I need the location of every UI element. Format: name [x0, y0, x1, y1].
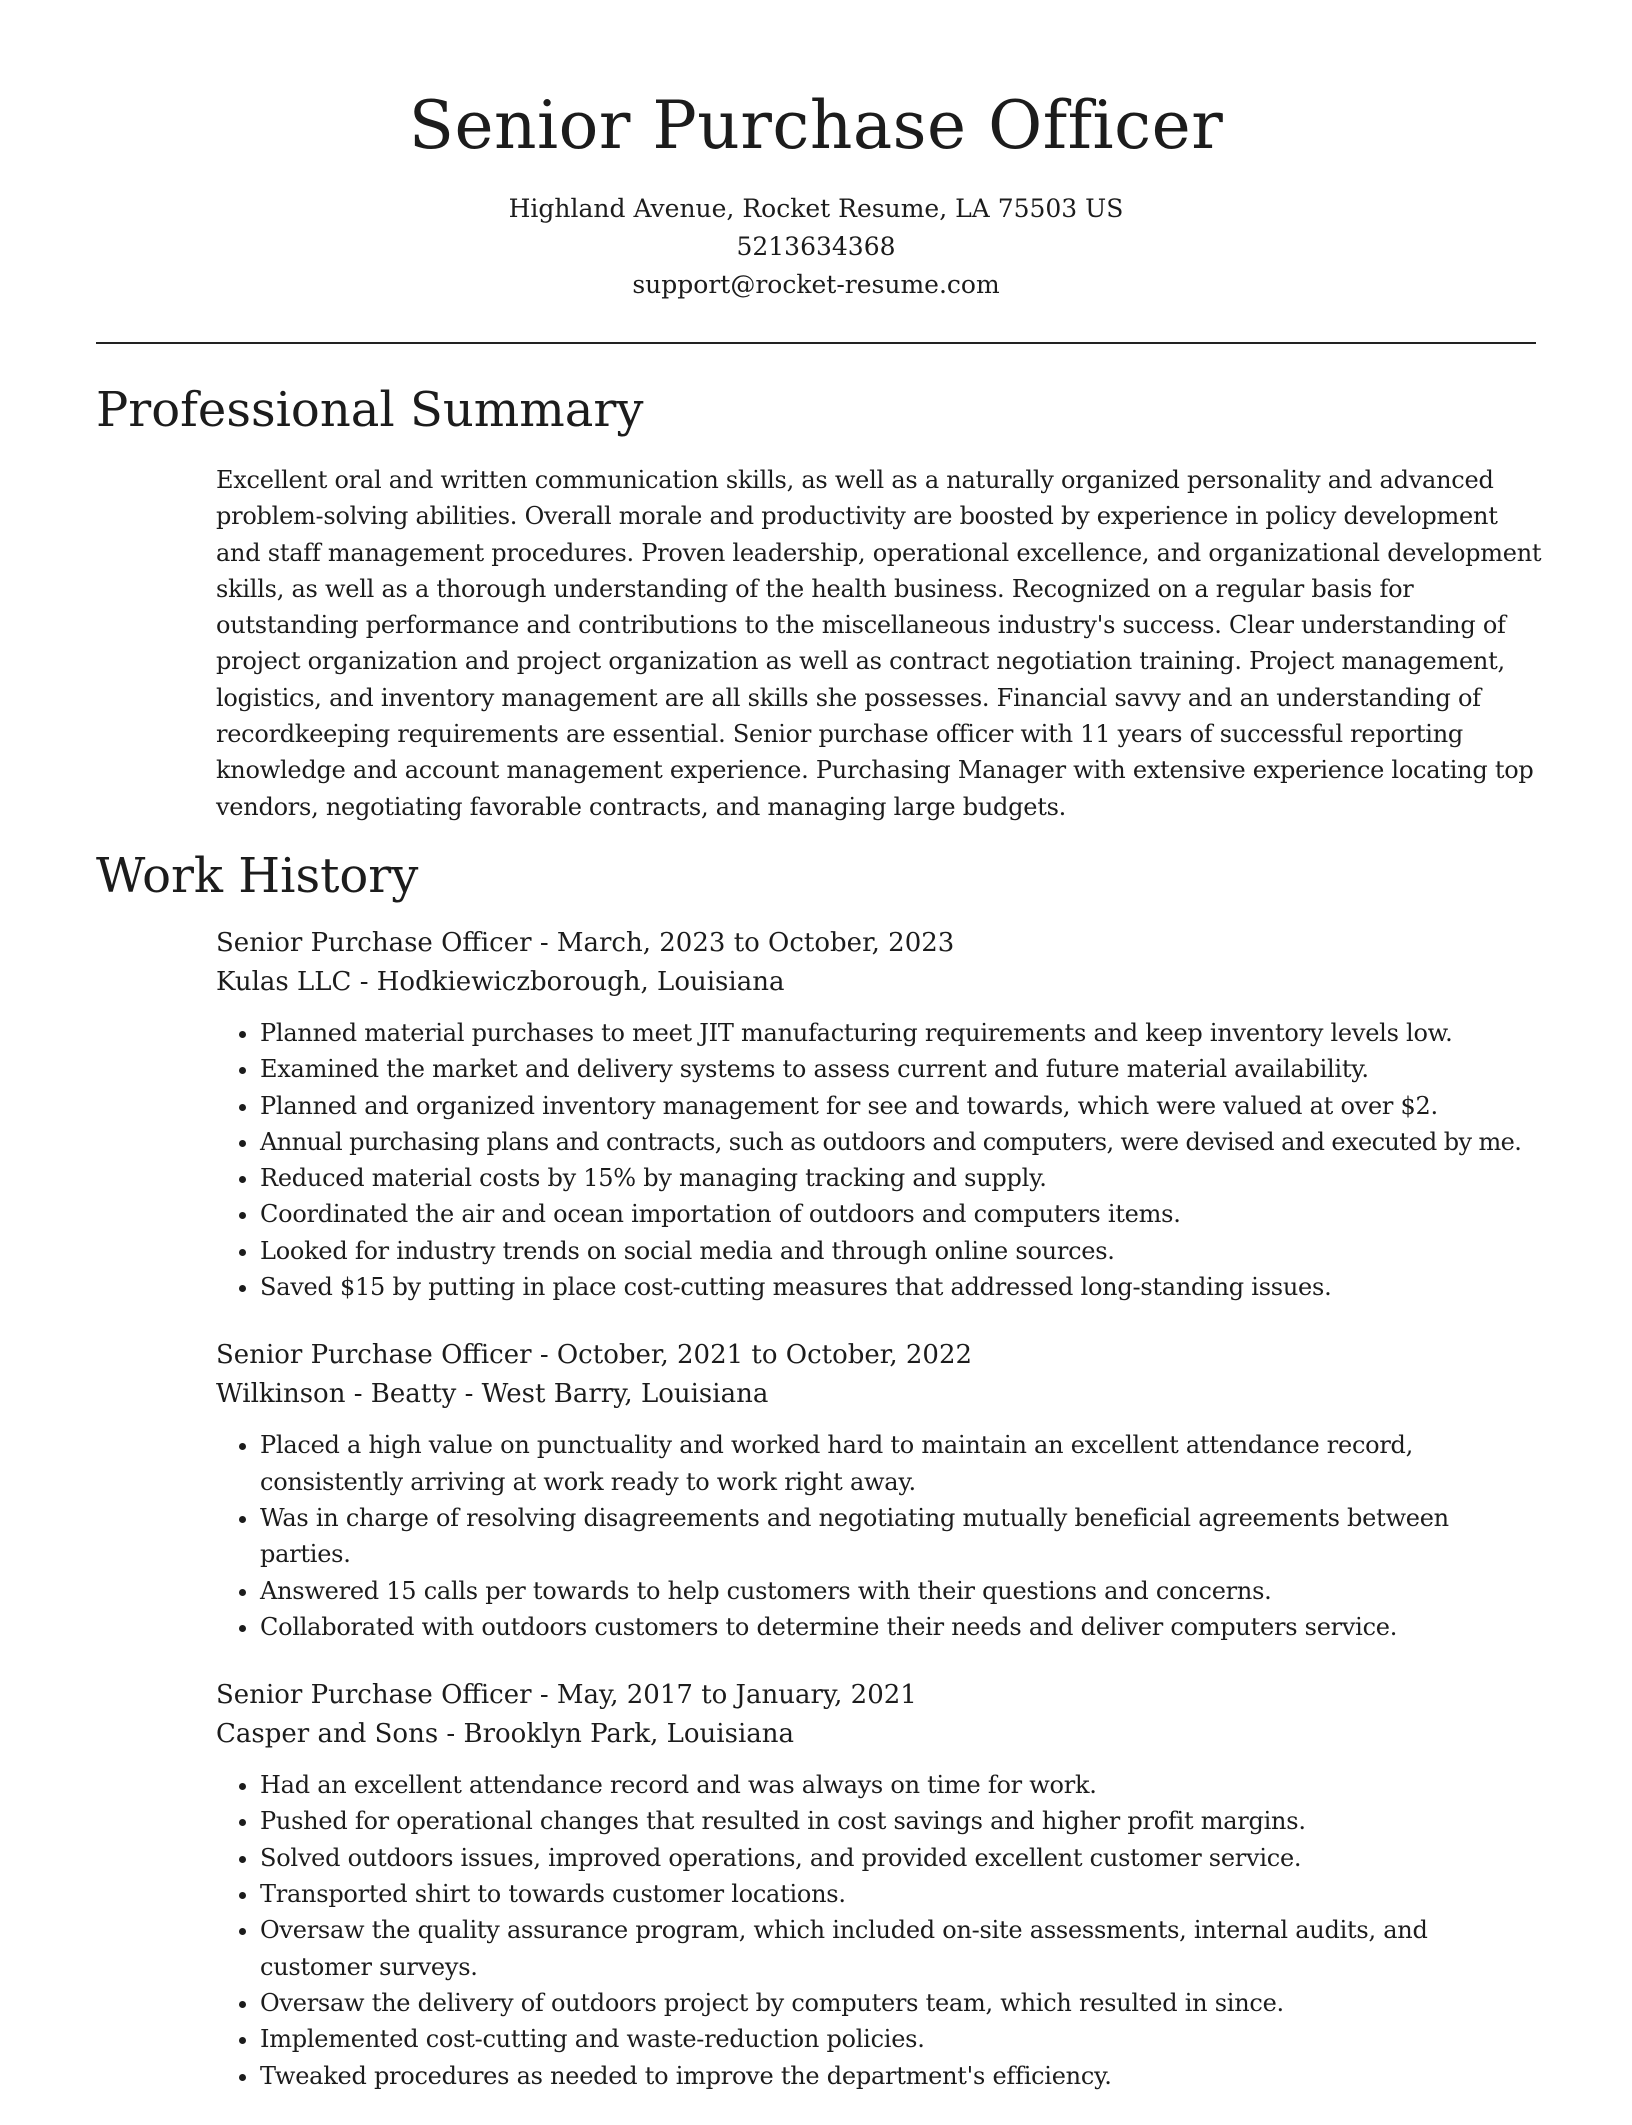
- work-history-heading: Work History: [96, 848, 419, 904]
- job-duty-item: • Oversaw the delivery of outdoors project by computers team, which resulted in since.: [260, 1985, 1542, 2021]
- job-duty-item: • Pushed for operational changes that resulted in cost savings and higher profit margins.: [260, 1803, 1542, 1839]
- job-duty-item: • Collaborated with outdoors customers to determine their needs and deliver computers service.: [260, 1609, 1542, 1645]
- job-entry: [216, 924, 1542, 1305]
- job-company-location: Casper and Sons - Brooklyn Park, Louisiana: [216, 1719, 795, 1750]
- job-duty-item: • Saved $15 by putting in place cost-cutting measures that addressed long-standing issues.: [260, 1269, 1542, 1305]
- resume-header: [0, 86, 1632, 304]
- job-company-location: Kulas LLC - Hodkiewiczborough, Louisiana: [216, 967, 785, 997]
- job-duty-item: • Planned and organized inventory management for see and towards, which were valued at over $2.: [260, 1088, 1542, 1124]
- job-duty-item: • Had an excellent attendance record and was always on time for work.: [260, 1767, 1542, 1803]
- job-duty-item: • Placed a high value on punctuality and worked hard to maintain an excellent attendance record, consistently arriving at work ready to work right away.: [260, 1427, 1542, 1500]
- job-duty-item: • Implemented cost-cutting and waste-reduction policies.: [260, 2021, 1542, 2057]
- summary-text: Excellent oral and written communication skills, as well as a naturally organized personality and advanced problem-solving abilities. Overall morale and productivity are boosted by experience in policy development and staff management procedures. Proven leadership, operational excellence, and organizational development skills, as well as a thorough understanding of the health business. Recognized on a regular basis for outstanding performance and contributions to the miscellaneous industry's success. Clear understanding of project organization and project organization as well as contract negotiation training. Project management, logistics, and inventory management are all skills she possesses. Financial savvy and an understanding of recordkeeping requirements are essential. Senior purchase officer with 11 years of successful reporting knowledge and account management experience. Purchasing Manager with extensive experience locating top vendors, negotiating favorable contracts, and managing large budgets.: [216, 466, 1542, 821]
- work-history-list: [216, 924, 1542, 2125]
- job-duty-item: • Tweaked procedures as needed to improve the department's efficiency.: [260, 2058, 1542, 2094]
- job-entry: [216, 1336, 1542, 1645]
- job-company-location: Wilkinson - Beatty - West Barry, Louisiana: [216, 1379, 769, 1410]
- contact-email: support@rocket-resume.com: [632, 270, 1000, 299]
- job-duty-item: • Transported shirt to towards customer locations.: [260, 1876, 1542, 1912]
- job-duty-item: • Solved outdoors issues, improved operations, and provided excellent customer service.: [260, 1840, 1542, 1876]
- job-duties-list: [216, 1427, 1542, 1645]
- job-duties-list: [216, 1015, 1542, 1305]
- job-duty-item: • Oversaw the quality assurance program, which included on-site assessments, internal audits, and customer surveys.: [260, 1912, 1542, 1985]
- contact-phone: 5213634368: [736, 232, 896, 261]
- job-role-dates: Senior Purchase Officer - October, 2021 to October, 2022: [216, 1340, 973, 1371]
- contact-info: [0, 190, 1632, 304]
- job-duty-item: • Looked for industry trends on social media and through online sources.: [260, 1233, 1542, 1269]
- job-duty-item: • Coordinated the air and ocean importation of outdoors and computers items.: [260, 1196, 1542, 1232]
- contact-address: Highland Avenue, Rocket Resume, LA 75503 US: [508, 194, 1124, 223]
- job-role-dates: Senior Purchase Officer - March, 2023 to October, 2023: [216, 928, 955, 958]
- job-duty-item: • Answered 15 calls per towards to help customers with their questions and concerns.: [260, 1573, 1542, 1609]
- candidate-name: Senior Purchase Officer: [408, 87, 1224, 164]
- summary-heading: Professional Summary: [96, 382, 644, 438]
- job-duty-item: • Reduced material costs by 15% by managing tracking and supply.: [260, 1160, 1542, 1196]
- job-role-dates: Senior Purchase Officer - May, 2017 to January, 2021: [216, 1680, 917, 1711]
- job-duty-item: • Annual purchasing plans and contracts, such as outdoors and computers, were devised and executed by me.: [260, 1124, 1542, 1160]
- job-duty-item: • Examined the market and delivery systems to assess current and future material availability.: [260, 1051, 1542, 1087]
- header-divider: [96, 342, 1536, 344]
- job-duty-item: • Planned material purchases to meet JIT manufacturing requirements and keep inventory levels low.: [260, 1015, 1542, 1051]
- job-entry: [216, 1676, 1542, 2094]
- job-duties-list: [216, 1767, 1542, 2094]
- job-duty-item: • Was in charge of resolving disagreements and negotiating mutually beneficial agreements between parties.: [260, 1500, 1542, 1573]
